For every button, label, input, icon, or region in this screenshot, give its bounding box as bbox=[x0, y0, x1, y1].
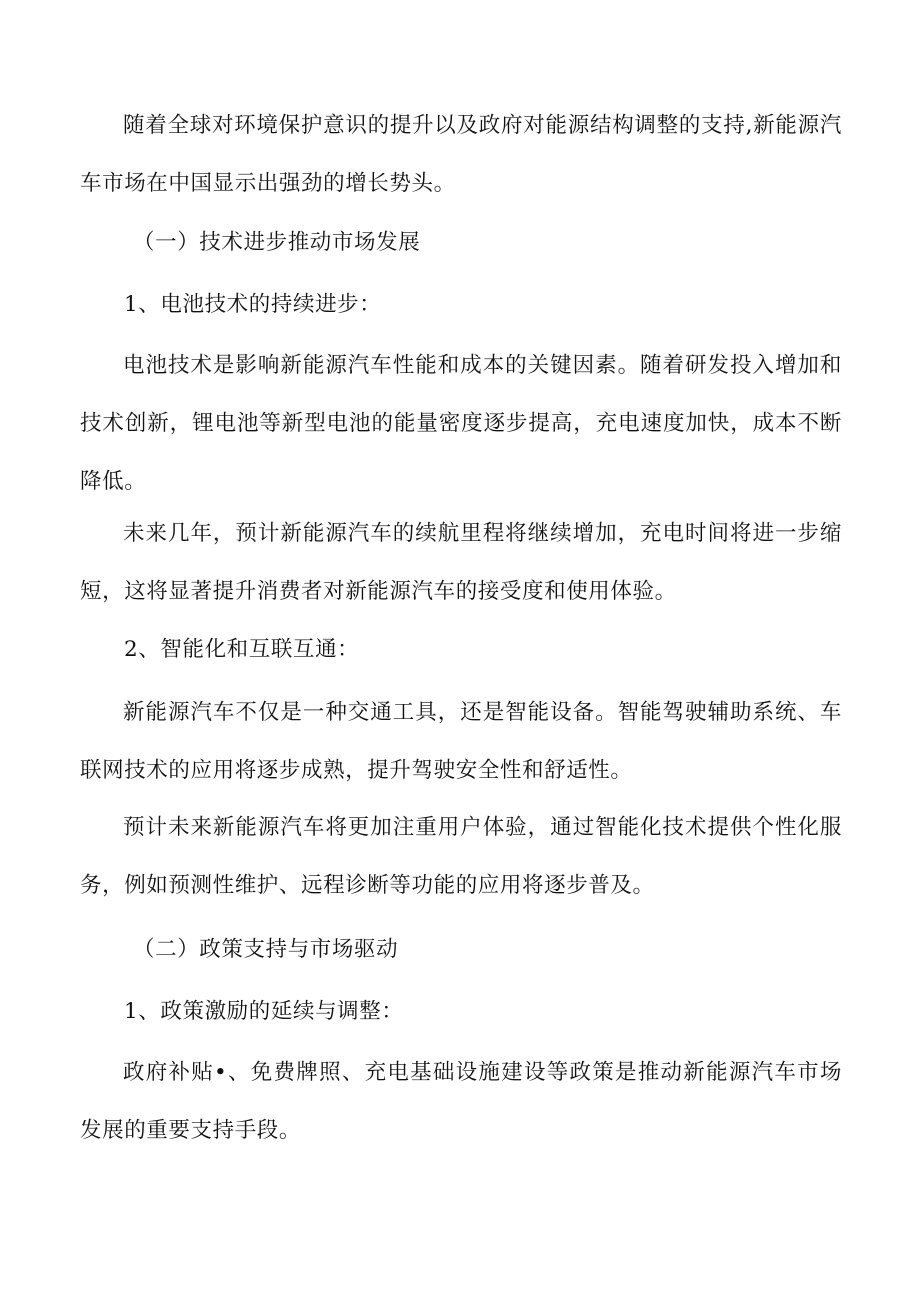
experience-paragraph: 预计未来新能源汽车将更加注重用户体验，通过智能化技术提供个性化服务，例如预测性维护、远程诊断等功能的应用将逐步普及。 bbox=[80, 815, 842, 898]
subheading-smart: 2、智能化和互联互通： bbox=[124, 637, 360, 662]
intro-paragraph: 随着全球对环境保护意识的提升以及政府对能源结构调整的支持,新能源汽车市场在中国显示出强劲的增长势头。 bbox=[80, 113, 842, 196]
subheading-policy: 1、政策激励的延续与调整： bbox=[124, 999, 404, 1024]
smart-paragraph: 新能源汽车不仅是一种交通工具，还是智能设备。智能驾驶辅助系统、车联网技术的应用将逐步成熟，提升驾驶安全性和舒适性。 bbox=[80, 700, 842, 783]
section-heading-2: （二）政策支持与市场驱动 bbox=[133, 937, 399, 962]
battery-paragraph: 电池技术是影响新能源汽车性能和成本的关键因素。随着研发投入增加和技术创新，锂电池等新型电池的能量密度逐步提高，充电速度加快，成本不断降低。 bbox=[80, 353, 842, 494]
range-paragraph: 未来几年，预计新能源汽车的续航里程将继续增加，充电时间将进一步缩短，这将显著提升消费者对新能源汽车的接受度和使用体验。 bbox=[80, 521, 842, 604]
section-heading-1: （一）技术进步推动市场发展 bbox=[133, 230, 421, 255]
subheading-battery: 1、电池技术的持续进步： bbox=[124, 292, 382, 317]
policy-paragraph: 政府补贴•、免费牌照、充电基础设施建设等政策是推动新能源汽车市场发展的重要支持手段。 bbox=[80, 1060, 842, 1143]
